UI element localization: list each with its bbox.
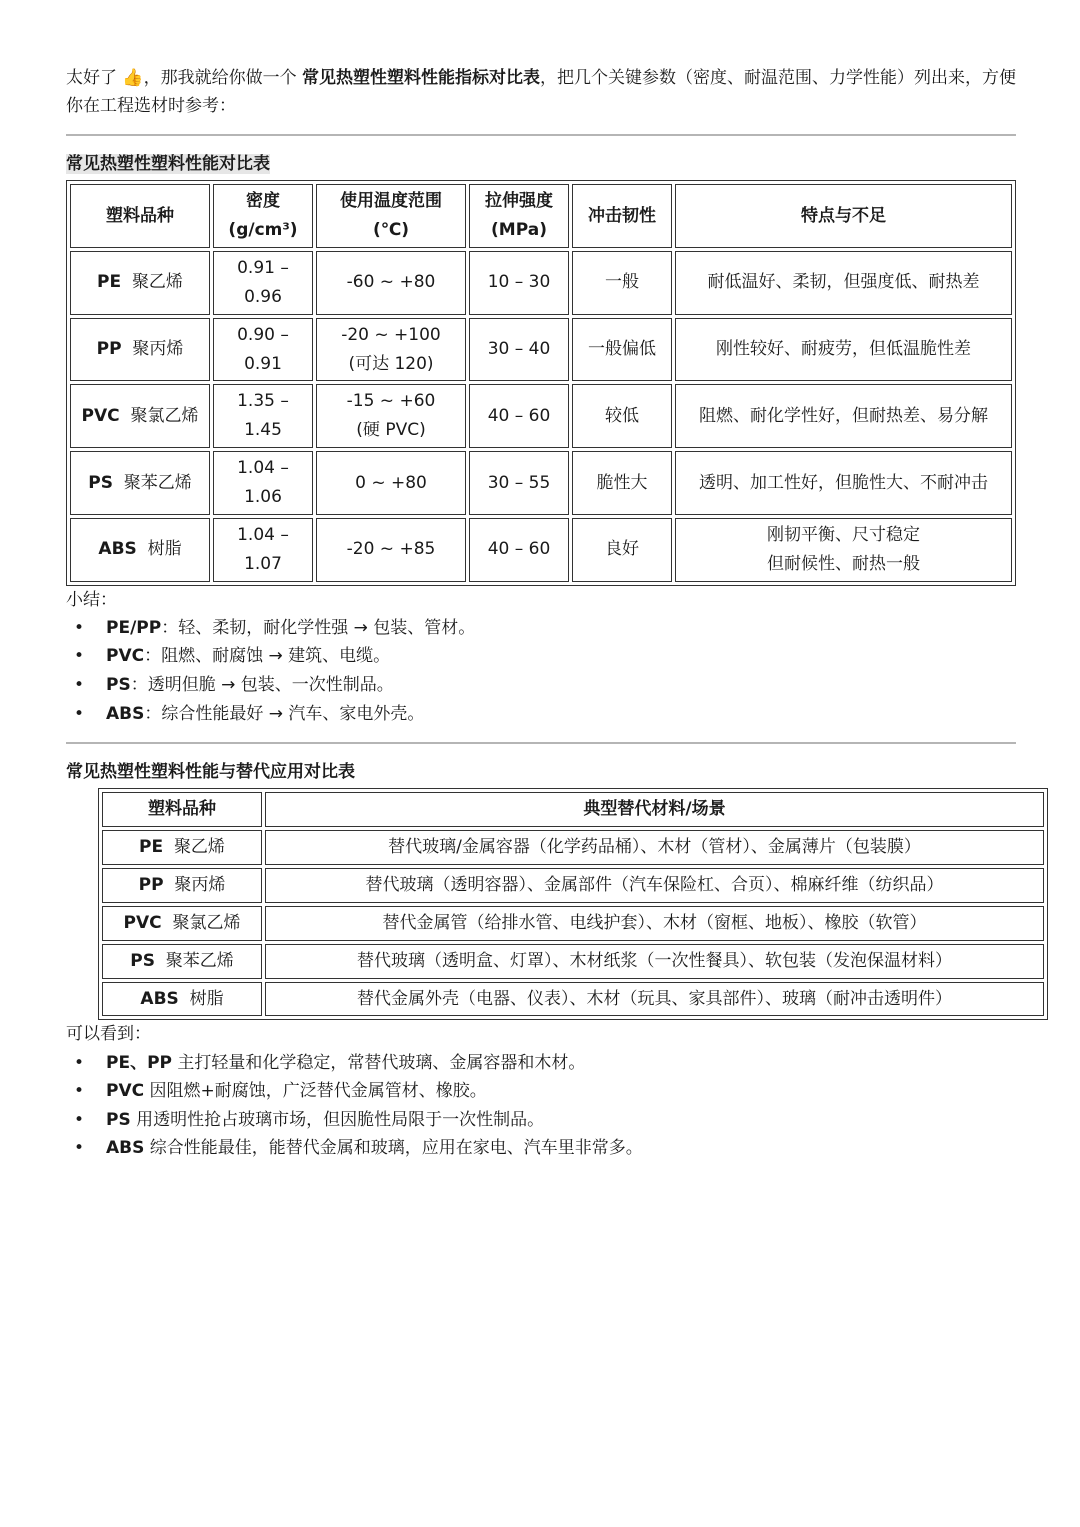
use-cell: 替代玻璃/金属容器（化学药品桶）、木材（管材）、金属薄片（包装膜） (265, 830, 1044, 865)
plastic-name-cell: PE 聚乙烯 (102, 830, 262, 865)
header-cell: 拉伸强度 (MPa) (469, 184, 569, 248)
density-cell: 1.04 – 1.06 (213, 451, 313, 515)
table2-title: 常见热塑性塑料性能与替代应用对比表 (66, 762, 355, 783)
header-cell: 使用温度范围 (℃) (316, 184, 466, 248)
use-cell: 替代玻璃（透明盒、灯罩）、木材纸浆（一次性餐具）、软包装（发泡保温材料） (265, 944, 1044, 979)
table-row (70, 251, 1012, 315)
plastic-name-cell: PP 聚丙烯 (102, 868, 262, 903)
application-table (98, 788, 1048, 1020)
density-cell: 1.35 – 1.45 (213, 384, 313, 448)
use-cell: 替代金属外壳（电器、仪表）、木材（玩具、家具部件）、玻璃（耐冲击透明件） (265, 982, 1044, 1017)
table-row (102, 868, 1044, 903)
strength-cell: 40 – 60 (469, 518, 569, 582)
table-header-row (70, 184, 1012, 248)
list-item: • PS 用透明性抢占玻璃市场，但因脆性局限于一次性制品。 (106, 1106, 1016, 1135)
table-row (70, 384, 1012, 448)
intro-text-3: ，把几个关键参数（密度、耐温范围、力学性能）列出来，方便你在工程选材时参考： (66, 68, 1016, 117)
table-header-row (102, 792, 1044, 827)
summary2-list (66, 1049, 1016, 1163)
list-item: • ABS 综合性能最佳，能替代金属和玻璃，应用在家电、汽车里非常多。 (106, 1134, 1016, 1163)
plastic-name-cell: ABS 树脂 (102, 982, 262, 1017)
strength-cell: 40 – 60 (469, 384, 569, 448)
table-row (70, 451, 1012, 515)
table1-title: 常见热塑性塑料性能对比表 (66, 154, 270, 175)
summary1-heading: 小结： (66, 589, 117, 610)
table-row (102, 944, 1044, 979)
list-item: • PVC 因阻燃+耐腐蚀，广泛替代金属管材、橡胶。 (106, 1077, 1016, 1106)
use-cell: 替代玻璃（透明容器）、金属部件（汽车保险杠、合页）、棉麻纤维（纺织品） (265, 868, 1044, 903)
plastic-name-cell: PS 聚苯乙烯 (70, 451, 210, 515)
plastic-name-cell: PVC 聚氯乙烯 (102, 906, 262, 941)
feature-cell: 刚韧平衡、尺寸稳定 但耐候性、耐热一般 (675, 518, 1012, 582)
intro-text-2: ，那我就给你做一个 (143, 68, 302, 88)
thumbs-up-icon: 👍 (122, 68, 144, 88)
header-cell: 塑料品种 (70, 184, 210, 248)
strength-cell: 10 – 30 (469, 251, 569, 315)
header-cell: 特点与不足 (675, 184, 1012, 248)
feature-cell: 刚性较好、耐疲劳，但低温脆性差 (675, 318, 1012, 382)
temp-cell: 0 ~ +80 (316, 451, 466, 515)
summary1-list (66, 614, 1016, 728)
document-page (66, 64, 1016, 1163)
header-cell: 冲击韧性 (572, 184, 672, 248)
table-row (70, 518, 1012, 582)
summary2-heading: 可以看到： (66, 1024, 151, 1045)
list-item: • PS：透明但脆 → 包装、一次性制品。 (106, 671, 1016, 700)
intro-bold-title: 常见热塑性塑料性能指标对比表 (301, 68, 540, 88)
header-cell: 塑料品种 (102, 792, 262, 827)
table-row (102, 906, 1044, 941)
impact-cell: 脆性大 (572, 451, 672, 515)
impact-cell: 较低 (572, 384, 672, 448)
density-cell: 0.90 – 0.91 (213, 318, 313, 382)
table-row (102, 830, 1044, 865)
header-cell: 密度 (g/cm³) (213, 184, 313, 248)
performance-table (66, 180, 1016, 586)
temp-cell: -20 ~ +100 (可达 120) (316, 318, 466, 382)
list-item: • ABS：综合性能最好 → 汽车、家电外壳。 (106, 700, 1016, 729)
table-row (102, 982, 1044, 1017)
table-row (70, 318, 1012, 382)
feature-cell: 透明、加工性好，但脆性大、不耐冲击 (675, 451, 1012, 515)
intro-paragraph (66, 64, 1016, 120)
strength-cell: 30 – 55 (469, 451, 569, 515)
plastic-name-cell: PVC 聚氯乙烯 (70, 384, 210, 448)
density-cell: 1.04 – 1.07 (213, 518, 313, 582)
feature-cell: 耐低温好、柔韧，但强度低、耐热差 (675, 251, 1012, 315)
intro-text-1: 太好了 (66, 68, 123, 88)
plastic-name-cell: PE 聚乙烯 (70, 251, 210, 315)
temp-cell: -15 ~ +60 (硬 PVC) (316, 384, 466, 448)
impact-cell: 良好 (572, 518, 672, 582)
temp-cell: -60 ~ +80 (316, 251, 466, 315)
divider-2 (66, 742, 1016, 744)
list-item: • PVC：阻燃、耐腐蚀 → 建筑、电缆。 (106, 642, 1016, 671)
plastic-name-cell: ABS 树脂 (70, 518, 210, 582)
density-cell: 0.91 – 0.96 (213, 251, 313, 315)
use-cell: 替代金属管（给排水管、电线护套）、木材（窗框、地板）、橡胶（软管） (265, 906, 1044, 941)
list-item: • PE/PP：轻、柔韧，耐化学性强 → 包装、管材。 (106, 614, 1016, 643)
feature-cell: 阻燃、耐化学性好，但耐热差、易分解 (675, 384, 1012, 448)
divider-1 (66, 134, 1016, 136)
strength-cell: 30 – 40 (469, 318, 569, 382)
header-cell: 典型替代材料/场景 (265, 792, 1044, 827)
list-item: • PE、PP 主打轻量和化学稳定，常替代玻璃、金属容器和木材。 (106, 1049, 1016, 1078)
plastic-name-cell: PS 聚苯乙烯 (102, 944, 262, 979)
impact-cell: 一般偏低 (572, 318, 672, 382)
plastic-name-cell: PP 聚丙烯 (70, 318, 210, 382)
impact-cell: 一般 (572, 251, 672, 315)
temp-cell: -20 ~ +85 (316, 518, 466, 582)
